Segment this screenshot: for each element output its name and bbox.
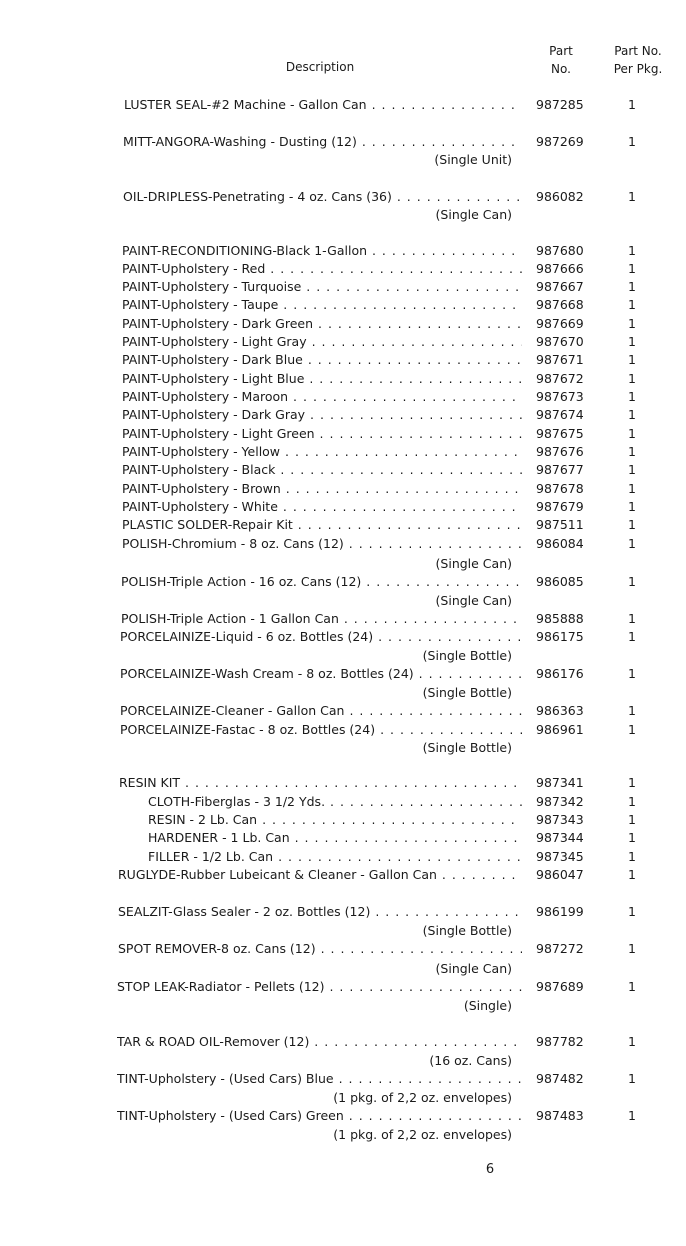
item-part-number: 987666 [536, 261, 584, 276]
item-description: POLISH-Triple Action - 16 oz. Cans (12) . . . [121, 573, 522, 591]
item-description: PAINT-Upholstery - Dark Gray . . . [122, 406, 522, 424]
list-item-subnote [0, 151, 686, 169]
item-per-pkg: 1 [628, 574, 636, 589]
list-item [0, 1070, 686, 1088]
list-item [0, 188, 686, 206]
item-part-number: 987341 [536, 775, 584, 790]
item-per-pkg: 1 [628, 189, 636, 204]
item-part-number: 985888 [536, 611, 584, 626]
list-item [0, 1033, 686, 1051]
item-description: HARDENER - 1 Lb. Can . . . [148, 829, 522, 847]
item-unit-note: (16 oz. Cans) [429, 1053, 512, 1068]
list-item-subnote [0, 960, 686, 978]
item-part-number: 986363 [536, 703, 584, 718]
item-part-number: 987482 [536, 1071, 584, 1086]
item-per-pkg: 1 [628, 941, 636, 956]
list-item [0, 333, 686, 351]
list-item [0, 628, 686, 646]
item-description: MITT-ANGORA-Washing - Dusting (12) . . . [123, 133, 522, 151]
list-item [0, 535, 686, 553]
list-item [0, 829, 686, 847]
item-description: POLISH-Triple Action - 1 Gallon Can . . . [121, 610, 522, 628]
item-part-number: 987672 [536, 371, 584, 386]
item-per-pkg: 1 [628, 134, 636, 149]
item-per-pkg: 1 [628, 830, 636, 845]
list-item [0, 978, 686, 996]
item-unit-note: (Single) [463, 998, 512, 1013]
item-part-number: 987483 [536, 1108, 584, 1123]
item-per-pkg: 1 [628, 775, 636, 790]
item-part-number: 987344 [536, 830, 584, 845]
item-per-pkg: 1 [628, 334, 636, 349]
list-item-subnote [0, 1052, 686, 1070]
list-item [0, 278, 686, 296]
item-description: TAR & ROAD OIL-Remover (12) . . . [117, 1033, 522, 1051]
list-item [0, 498, 686, 516]
list-item [0, 96, 686, 114]
list-item [0, 610, 686, 628]
item-part-number: 987272 [536, 941, 584, 956]
item-description: TINT-Upholstery - (Used Cars) Blue . . . [117, 1070, 522, 1088]
item-description: PORCELAINIZE-Cleaner - Gallon Can . . . [120, 702, 522, 720]
item-per-pkg: 1 [628, 297, 636, 312]
item-unit-note: (Single Can) [435, 961, 512, 976]
item-per-pkg: 1 [628, 462, 636, 477]
item-per-pkg: 1 [628, 517, 636, 532]
item-description: PAINT-Upholstery - Red . . . [122, 260, 522, 278]
item-per-pkg: 1 [628, 611, 636, 626]
list-item [0, 866, 686, 884]
item-description: PORCELAINIZE-Fastac - 8 oz. Bottles (24) . . . [120, 721, 522, 739]
item-unit-note: (Single Can) [435, 207, 512, 222]
item-description: PAINT-Upholstery - Black . . . [122, 461, 522, 479]
item-part-number: 987671 [536, 352, 584, 367]
item-per-pkg: 1 [628, 703, 636, 718]
item-part-number: 987269 [536, 134, 584, 149]
item-per-pkg: 1 [628, 812, 636, 827]
item-per-pkg: 1 [628, 407, 636, 422]
item-unit-note: (Single Can) [435, 593, 512, 608]
item-per-pkg: 1 [628, 243, 636, 258]
item-part-number: 986961 [536, 722, 584, 737]
item-part-number: 986176 [536, 666, 584, 681]
item-part-number: 987343 [536, 812, 584, 827]
item-unit-note: (Single Can) [435, 556, 512, 571]
item-description: PAINT-Upholstery - White . . . [122, 498, 522, 516]
item-description: PAINT-Upholstery - Taupe . . . [122, 296, 522, 314]
list-item-subnote [0, 922, 686, 940]
item-per-pkg: 1 [628, 794, 636, 809]
item-unit-note: (1 pkg. of 2,2 oz. envelopes) [333, 1090, 512, 1105]
item-per-pkg: 1 [628, 499, 636, 514]
list-item [0, 406, 686, 424]
item-per-pkg: 1 [628, 444, 636, 459]
item-description: RUGLYDE-Rubber Lubeicant & Cleaner - Gallon Can . . . [118, 866, 522, 884]
item-part-number: 987782 [536, 1034, 584, 1049]
list-item [0, 296, 686, 314]
item-description: LUSTER SEAL-#2 Machine - Gallon Can . . . [124, 96, 522, 114]
item-part-number: 987679 [536, 499, 584, 514]
item-description: SPOT REMOVER-8 oz. Cans (12) . . . [118, 940, 522, 958]
list-item [0, 940, 686, 958]
list-item [0, 774, 686, 792]
column-header-part-no: Part No. [549, 44, 573, 76]
item-description: PAINT-Upholstery - Light Green . . . [122, 425, 522, 443]
item-unit-note: (1 pkg. of 2,2 oz. envelopes) [333, 1127, 512, 1142]
list-item [0, 443, 686, 461]
item-per-pkg: 1 [628, 261, 636, 276]
item-description: PAINT-Upholstery - Yellow . . . [122, 443, 522, 461]
item-per-pkg: 1 [628, 1071, 636, 1086]
column-header-description: Description [285, 60, 355, 74]
item-per-pkg: 1 [628, 1034, 636, 1049]
item-per-pkg: 1 [628, 389, 636, 404]
item-part-number: 987678 [536, 481, 584, 496]
list-item [0, 1107, 686, 1125]
item-part-number: 987689 [536, 979, 584, 994]
list-item [0, 793, 686, 811]
item-part-number: 987667 [536, 279, 584, 294]
item-description: RESIN KIT . . . [119, 774, 522, 792]
item-part-number: 987674 [536, 407, 584, 422]
item-description: PLASTIC SOLDER-Repair Kit . . . [122, 516, 522, 534]
list-item [0, 425, 686, 443]
list-item [0, 315, 686, 333]
item-description: PAINT-Upholstery - Brown . . . [122, 480, 522, 498]
item-per-pkg: 1 [628, 371, 636, 386]
item-part-number: 986199 [536, 904, 584, 919]
list-item [0, 702, 686, 720]
item-description: PORCELAINIZE-Wash Cream - 8 oz. Bottles (24) . . . [120, 665, 522, 683]
item-part-number: 987676 [536, 444, 584, 459]
item-part-number: 987677 [536, 462, 584, 477]
item-description: OIL-DRIPLESS-Penetrating - 4 oz. Cans (36) . . . [123, 188, 522, 206]
item-part-number: 987511 [536, 517, 584, 532]
list-item [0, 848, 686, 866]
item-description: PAINT-RECONDITIONING-Black 1-Gallon . . . [122, 242, 522, 260]
item-description: PAINT-Upholstery - Light Gray . . . [122, 333, 522, 351]
item-per-pkg: 1 [628, 426, 636, 441]
item-per-pkg: 1 [628, 867, 636, 882]
list-item-subnote [0, 555, 686, 573]
list-item [0, 133, 686, 151]
item-per-pkg: 1 [628, 904, 636, 919]
item-description: PAINT-Upholstery - Light Blue . . . [122, 370, 522, 388]
item-description: PAINT-Upholstery - Maroon . . . [122, 388, 522, 406]
item-per-pkg: 1 [628, 97, 636, 112]
list-item [0, 351, 686, 369]
item-per-pkg: 1 [628, 1108, 636, 1123]
list-item [0, 721, 686, 739]
item-description: STOP LEAK-Radiator - Pellets (12) . . . [117, 978, 522, 996]
item-description: CLOTH-Fiberglas - 3 1/2 Yds. . . . [148, 793, 522, 811]
item-part-number: 986084 [536, 536, 584, 551]
item-part-number: 986082 [536, 189, 584, 204]
item-part-number: 986047 [536, 867, 584, 882]
item-part-number: 987675 [536, 426, 584, 441]
item-per-pkg: 1 [628, 629, 636, 644]
list-item [0, 665, 686, 683]
list-item-subnote [0, 684, 686, 702]
item-per-pkg: 1 [628, 352, 636, 367]
item-part-number: 987668 [536, 297, 584, 312]
list-item [0, 370, 686, 388]
item-description: POLISH-Chromium - 8 oz. Cans (12) . . . [122, 535, 522, 553]
item-part-number: 987342 [536, 794, 584, 809]
item-per-pkg: 1 [628, 666, 636, 681]
item-description: PAINT-Upholstery - Dark Blue . . . [122, 351, 522, 369]
item-description: PAINT-Upholstery - Turquoise . . . [122, 278, 522, 296]
column-header-per-pkg: Part No. Per Pkg. [613, 44, 663, 76]
item-part-number: 987670 [536, 334, 584, 349]
item-per-pkg: 1 [628, 722, 636, 737]
item-unit-note: (Single Bottle) [422, 648, 512, 663]
list-item [0, 811, 686, 829]
item-description: FILLER - 1/2 Lb. Can . . . [148, 848, 522, 866]
item-part-number: 986175 [536, 629, 584, 644]
list-item [0, 388, 686, 406]
list-item-subnote [0, 739, 686, 757]
item-part-number: 987345 [536, 849, 584, 864]
item-per-pkg: 1 [628, 481, 636, 496]
list-item [0, 480, 686, 498]
page-number: 6 [485, 1162, 495, 1177]
item-part-number: 987285 [536, 97, 584, 112]
item-description: TINT-Upholstery - (Used Cars) Green . . . [117, 1107, 522, 1125]
list-item [0, 573, 686, 591]
list-item [0, 516, 686, 534]
list-item-subnote [0, 1089, 686, 1107]
item-description: PAINT-Upholstery - Dark Green . . . [122, 315, 522, 333]
list-item [0, 461, 686, 479]
list-item [0, 903, 686, 921]
item-part-number: 987680 [536, 243, 584, 258]
item-unit-note: (Single Bottle) [422, 685, 512, 700]
item-description: RESIN - 2 Lb. Can . . . [148, 811, 522, 829]
item-part-number: 987669 [536, 316, 584, 331]
item-per-pkg: 1 [628, 316, 636, 331]
list-item-subnote [0, 997, 686, 1015]
item-per-pkg: 1 [628, 849, 636, 864]
item-per-pkg: 1 [628, 536, 636, 551]
list-item [0, 260, 686, 278]
item-description: PORCELAINIZE-Liquid - 6 oz. Bottles (24) . . . [120, 628, 522, 646]
item-part-number: 987673 [536, 389, 584, 404]
item-part-number: 986085 [536, 574, 584, 589]
list-item-subnote [0, 647, 686, 665]
item-description: SEALZIT-Glass Sealer - 2 oz. Bottles (12) . . . [118, 903, 522, 921]
item-per-pkg: 1 [628, 979, 636, 994]
item-unit-note: (Single Unit) [434, 152, 512, 167]
list-item-subnote [0, 206, 686, 224]
item-per-pkg: 1 [628, 279, 636, 294]
item-unit-note: (Single Bottle) [422, 740, 512, 755]
list-item [0, 242, 686, 260]
list-item-subnote [0, 592, 686, 610]
item-unit-note: (Single Bottle) [422, 923, 512, 938]
list-item-subnote [0, 1126, 686, 1144]
